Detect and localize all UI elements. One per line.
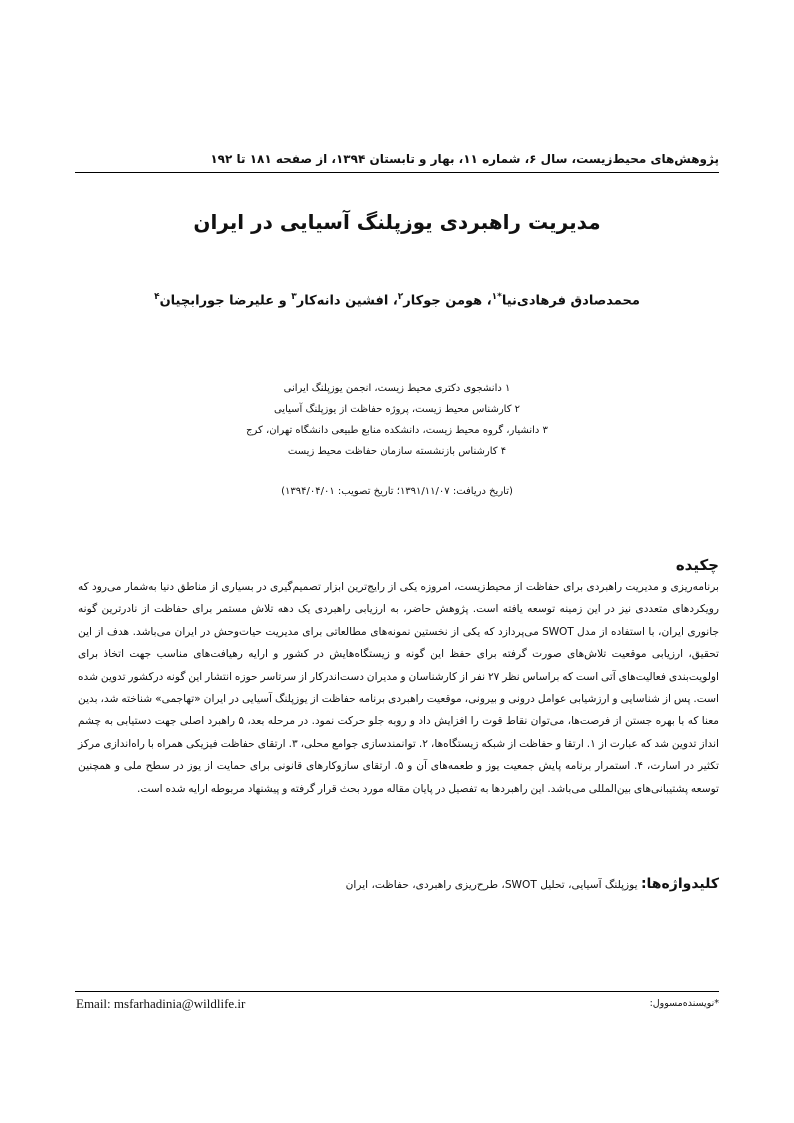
running-header: پژوهش‌های محیط‌زیست، سال ۶، شماره ۱۱، بهار و تابستان ۱۳۹۴، از صفحه ۱۸۱ تا ۱۹۲ xyxy=(75,152,719,173)
author-separator: ، xyxy=(388,293,398,309)
keywords-label: کلیدواژه‌ها: xyxy=(640,876,719,892)
affiliation-item: ۴ کارشناس بازنشسته سازمان حفاظت محیط زیست xyxy=(287,446,507,457)
paper-title: مدیریت راهبردی یوزپلنگ آسیایی در ایران xyxy=(193,210,601,234)
author-list xyxy=(75,292,719,308)
author-name: افشین دانه‌کار xyxy=(296,293,389,309)
author-name: هومن جوکار xyxy=(403,293,483,309)
corresponding-email: Email: msfarhadinia@wildlife.ir xyxy=(76,996,246,1011)
author-name: علیرضا جورابچیان xyxy=(159,293,275,309)
author-separator: ، xyxy=(482,293,492,309)
author-affiliation-marker: ۴ xyxy=(154,292,160,302)
author-affiliation-marker: ۲ xyxy=(397,292,404,302)
abstract-body: برنامه‌ریزی و مدیریت راهبردی برای حفاظت از محیط‌زیست، امروزه یکی از رایج‌ترین ابزار تصمیم‌گیری در بسیاری از مناطق دنیا به‌شمار می‌رود که رویکردهای متعددی نیز در این زمینه توسعه یافته است. پژوهش حاضر، به ارزیابی راهبردی یک دهه تلاش مستمر برای حفاظت از نادرترین گونه جانوری ایران، با استفاده از مدل SWOT می‌پردازد که یکی از نخستین نمونه‌های مطالعاتی برای مدیریت حیات‌وحش در ایران می‌باشد. هدف از این تحقیق، ارزیابی موقعیت تلاش‌های صورت گرفته برای حفظ این گونه و زیستگاه‌هایش در کشور و ارایه رهیافت‌های مناسب جهت اتخاذ برای اولویت‌بندی فعالیت‌های آتی است که براساس نظر ۲۷ نفر از کارشناسان و مدیران دست‌اندرکار از سرتاسر حوزه انتشار این گونه درکشور تدوین شده است. پس از شناسایی و ارزشیابی عوامل درونی و بیرونی، موقعیت راهبردی برنامه حفاظت از یوزپلنگ آسیایی در ایران «تهاجمی» شناخته شد، بدین معنا که با بهره جستن از فرصت‌ها، می‌توان نقاط قوت را افزایش داد و روبه جلو حرکت نمود. در مرحله بعد، ۵ راهبرد اصلی جهت دستیابی به چشم انداز تدوین شد که عبارت از ۱. ارتقا و حفاظت از شبکه زیستگاه‌ها، ۲. توانمندسازی جوامع محلی، ۳. ارتقای حفاظت فیزیکی همراه با راه‌اندازی مرکز تکثیر در اسارت، ۴. استمرار برنامه پایش جمعیت یوز و طعمه‌های آن و ۵. ارتقای سازوکارهای قانونی برای حمایت از یوز در سطح ملی و همچنین توسعه پشتیبانی‌های بین‌المللی می‌باشد. این راهبردها به تفصیل در پایان مقاله مورد بحث قرار گرفته و پیشنهاد مربوطه ارایه شده است. xyxy=(78,581,720,795)
affiliation-item: ۲ کارشناس محیط زیست، پروژه حفاظت از یوزپلنگ آسیایی xyxy=(273,404,521,415)
abstract-heading: چکیده xyxy=(675,556,719,574)
author-separator: و xyxy=(274,293,292,309)
footnote-divider xyxy=(75,991,719,992)
keywords-text: یوزپلنگ آسیایی، تحلیل SWOT، طرح‌ریزی راهبردی، حفاظت، ایران xyxy=(345,879,638,891)
keywords-line xyxy=(75,876,719,892)
affiliation-item: ۳ دانشیار، گروه محیط زیست، دانشکده منابع طبیعی دانشگاه تهران، کرج xyxy=(246,425,548,436)
received-accepted-dates: (تاریخ دریافت: ۱۳۹۱/۱۱/۰۷؛ تاریخ تصویب: ۱۳۹۴/۰۴/۰۱) xyxy=(281,486,513,497)
affiliation-item: ۱ دانشجوی دکتری محیط زیست، انجمن یوزپلنگ ایرانی xyxy=(283,383,511,394)
author-affiliation-marker: *۱ xyxy=(491,292,502,302)
corresponding-author-label: *نویسنده‌مسوول: xyxy=(649,998,719,1009)
author-name: محمدصادق فرهادی‌نیا xyxy=(501,293,640,309)
author-affiliation-marker: ۳ xyxy=(291,292,297,302)
affiliation-list xyxy=(75,378,719,462)
